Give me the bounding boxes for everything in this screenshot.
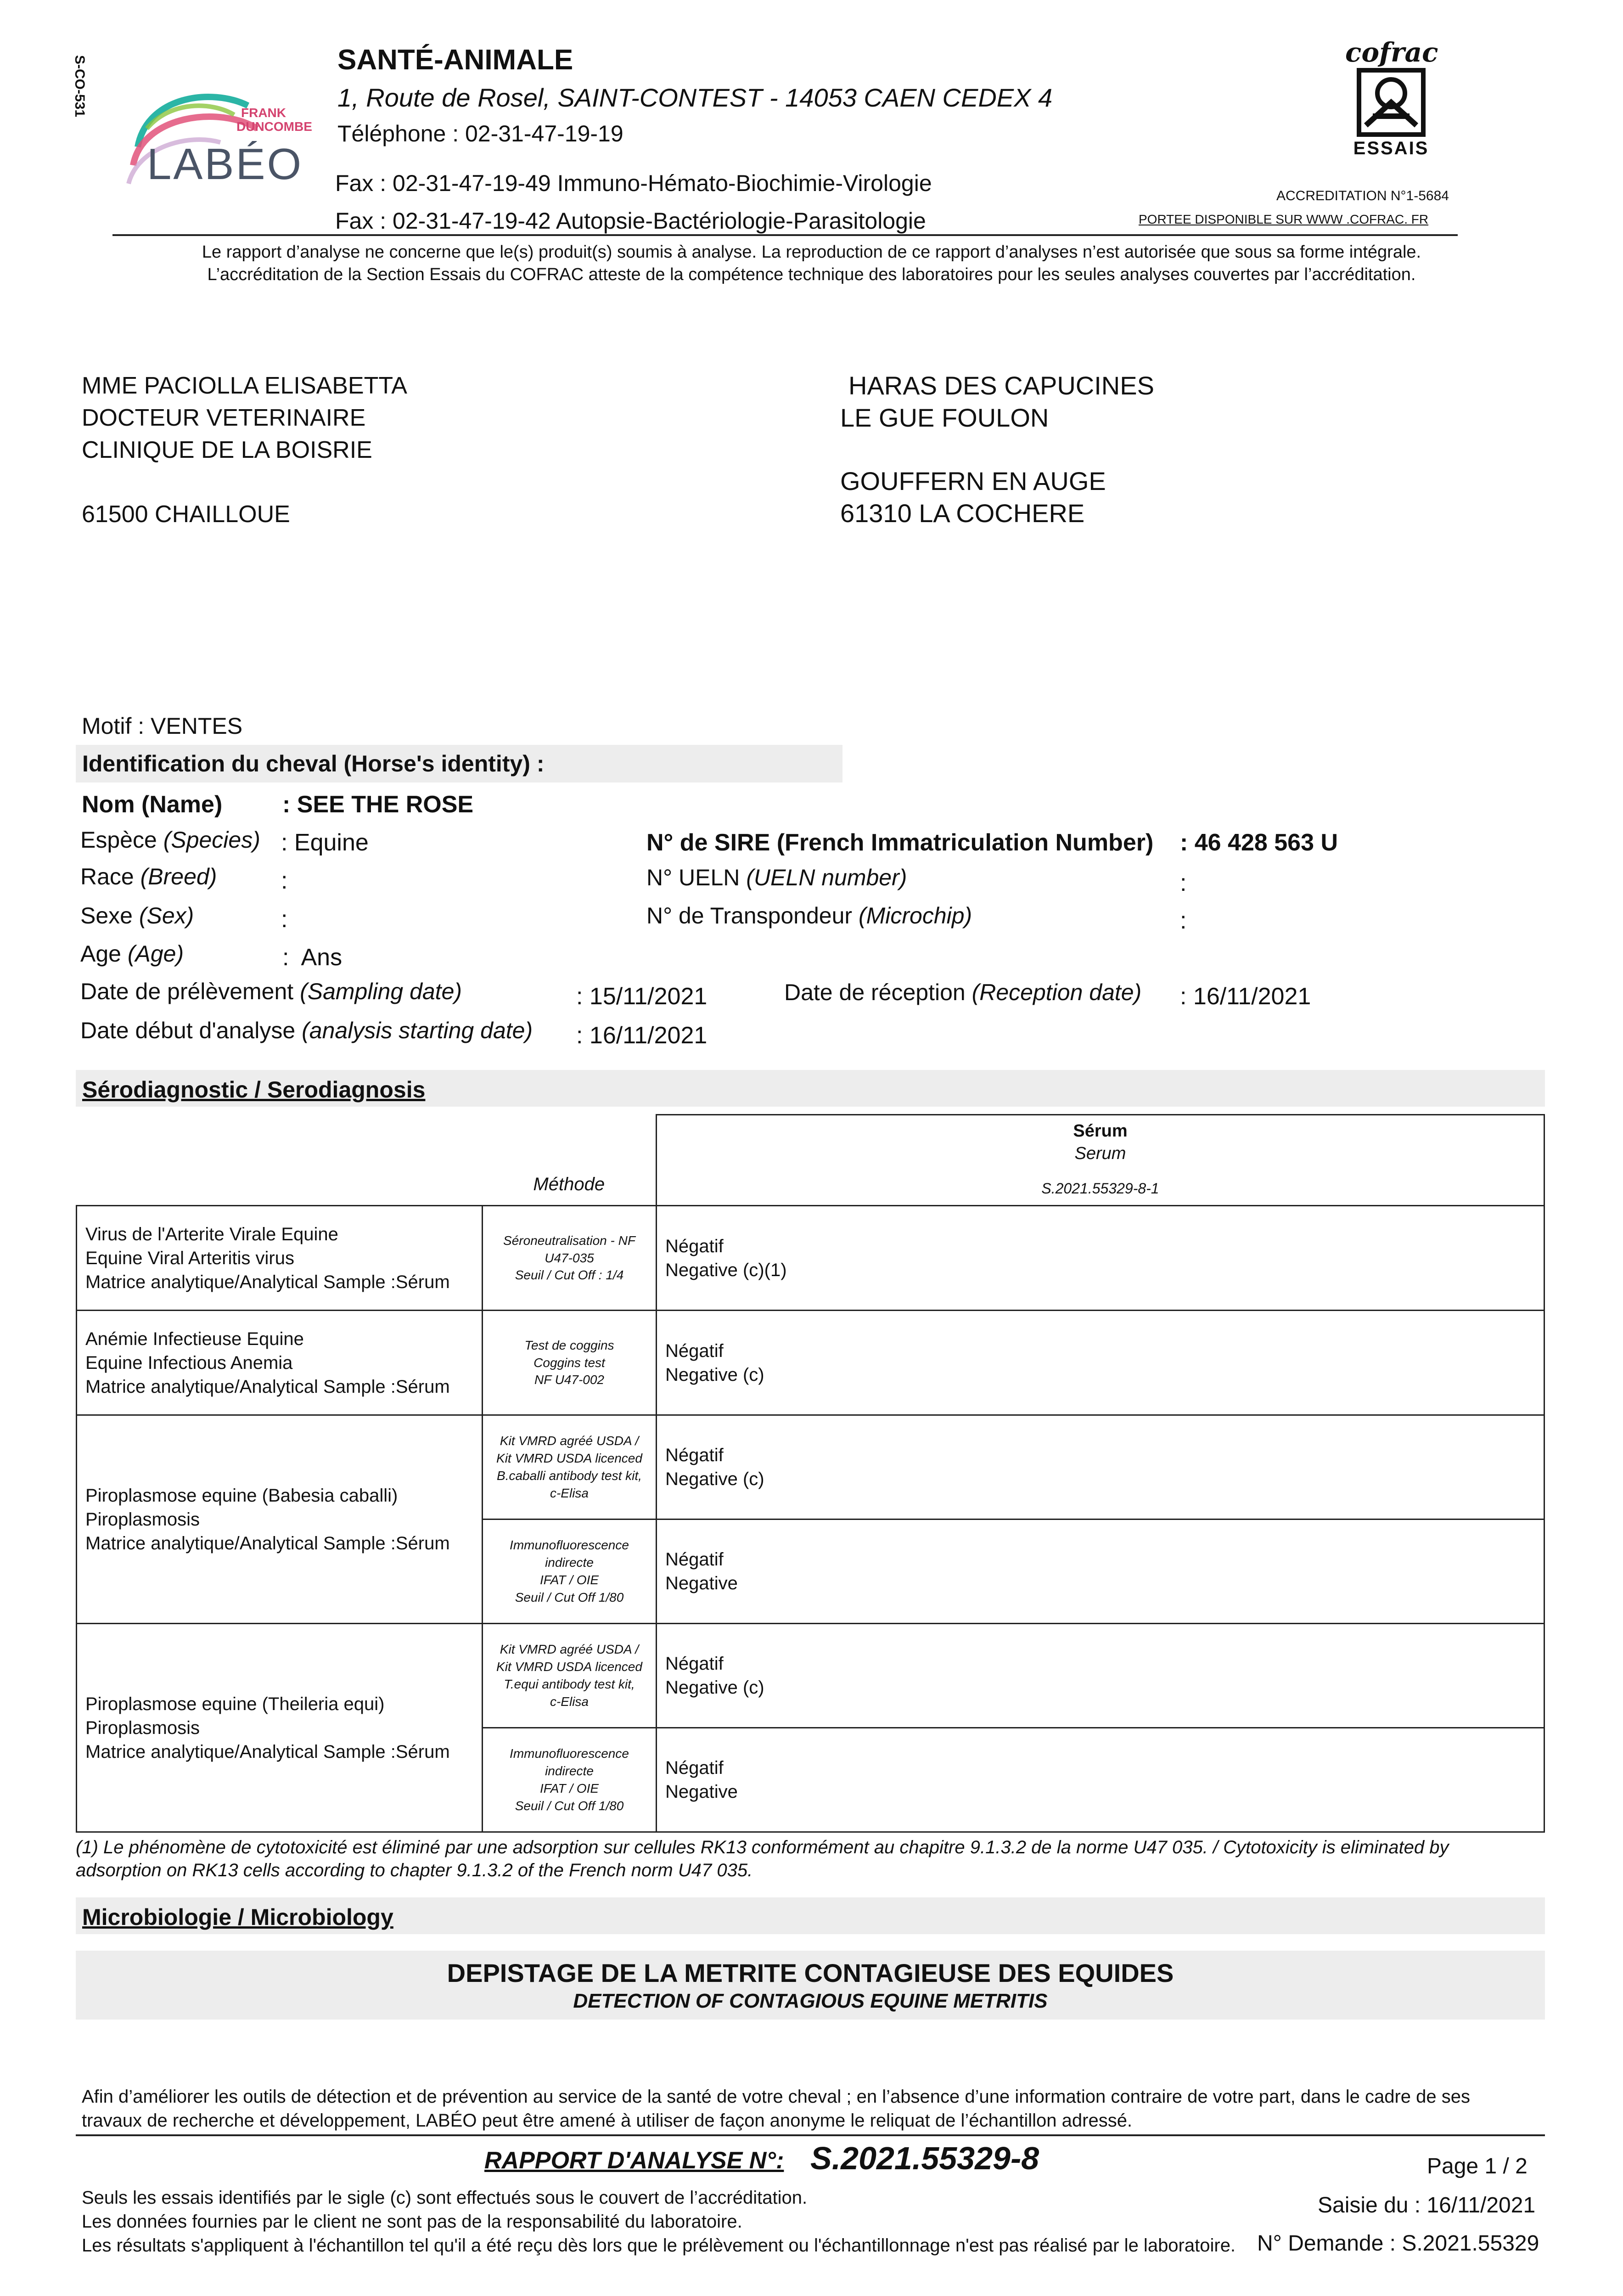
transponder-value: : xyxy=(1180,907,1187,934)
method-cell xyxy=(483,1519,657,1624)
sex-label xyxy=(80,902,194,929)
method-line: Kit VMRD agréé USDA / xyxy=(500,1434,639,1448)
serodiagnosis-section xyxy=(76,1070,1545,1107)
document-code: S-CO-531 xyxy=(72,55,87,118)
result-fr: Négatif xyxy=(665,1758,724,1778)
result-cell xyxy=(657,1728,1544,1832)
serodiagnosis-title: Sérodiagnostic / Serodiagnosis xyxy=(82,1077,426,1103)
header-divider xyxy=(112,234,1458,236)
method-line: IFAT / OIE xyxy=(539,1781,599,1795)
result-fr: Négatif xyxy=(665,1549,724,1570)
species-label xyxy=(80,827,260,853)
age-label xyxy=(80,940,184,967)
lab-name: SANTÉ-ANIMALE xyxy=(337,44,573,76)
method-line: Seuil / Cut Off 1/80 xyxy=(515,1798,624,1813)
result-en: Negative xyxy=(665,1573,738,1593)
method-line: indirecte xyxy=(545,1555,594,1570)
species-label-en: (Species) xyxy=(163,827,260,853)
method-line: Kit VMRD USDA licenced xyxy=(496,1451,642,1466)
analysis-start-label xyxy=(80,1017,533,1044)
result-cell xyxy=(657,1311,1544,1415)
sex-value: : xyxy=(281,906,288,933)
table-row xyxy=(77,1206,1544,1311)
result-en: Negative xyxy=(665,1782,738,1802)
age-value: : Ans xyxy=(282,944,343,971)
research-info-line-1: Afin d’améliorer les outils de détection et de prévention au service de la santé de votre cheval ; en l’absence d’une information contraire de votre part, dans le cadre de ses xyxy=(82,2087,1470,2107)
method-cell xyxy=(483,1311,657,1415)
analysis-name-en: Piroplasmosis xyxy=(85,1717,200,1738)
lab-fax-2: Fax : 02-31-47-19-42 Autopsie-Bactériologie-Parasitologie xyxy=(335,208,926,234)
name-label: Nom (Name) xyxy=(82,791,223,818)
footer-note-1: Seuls les essais identifiés par le sigle (c) sont effectués sous le couvert de l’accréditation. xyxy=(82,2188,808,2208)
owner-line-3: GOUFFERN EN AUGE xyxy=(840,467,1106,495)
analysis-name-fr: Piroplasmose equine (Theileria equi) xyxy=(85,1694,385,1714)
lab-address: 1, Route de Rosel, SAINT-CONTEST - 14053 CAEN CEDEX 4 xyxy=(337,83,1053,112)
reception-date-value: : 16/11/2021 xyxy=(1180,983,1311,1010)
footer-note-3: Les résultats s'appliquent à l'échantillon tel qu'il a été reçu dès lors que le prélèvement ou l'échantillonnage n'est pas réalisé par le laboratoire. xyxy=(82,2235,1236,2256)
method-cell xyxy=(483,1728,657,1832)
cofrac-logo xyxy=(1345,39,1437,158)
serodiagnosis-table xyxy=(76,1114,1545,1833)
sample-type: Sérum xyxy=(1073,1121,1128,1141)
method-line: Seuil / Cut Off 1/80 xyxy=(515,1590,624,1604)
report-number: S.2021.55329-8 xyxy=(810,2140,1039,2176)
age-label-en: (Age) xyxy=(127,941,184,967)
method-line: Immunofluorescence xyxy=(510,1746,629,1761)
lab-phone: Téléphone : 02-31-47-19-19 xyxy=(337,121,623,146)
cofrac-essais: ESSAIS xyxy=(1353,138,1429,158)
lab-fax-1: Fax : 02-31-47-19-49 Immuno-Hémato-Biochimie-Virologie xyxy=(335,170,932,196)
result-en: Negative (c) xyxy=(665,1469,764,1489)
client-line-3: CLINIQUE DE LA BOISRIE xyxy=(82,437,372,463)
owner-line-4: 61310 LA COCHERE xyxy=(840,499,1085,528)
metritis-subtitle: DETECTION OF CONTAGIOUS EQUINE METRITIS xyxy=(573,1990,1048,2012)
footer-note-2: Les données fournies par le client ne sont pas de la responsabilité du laboratoire. xyxy=(82,2212,742,2232)
sampling-date-value: : 15/11/2021 xyxy=(576,983,708,1010)
legal-notice-line-1: Le rapport d’analyse ne concerne que le(s) produit(s) soumis à analyse. La reproduction de ce rapport d’analyses n’est autorisée que sous sa forme intégrale. xyxy=(202,242,1421,262)
method-line: Kit VMRD USDA licenced xyxy=(496,1660,642,1674)
result-cell xyxy=(657,1415,1544,1519)
research-info xyxy=(82,2085,1551,2133)
method-line: Coggins test xyxy=(534,1355,605,1370)
analysis-name-fr: Piroplasmose equine (Babesia caballi) xyxy=(85,1485,398,1506)
owner-line-1: HARAS DES CAPUCINES xyxy=(848,371,1154,400)
method-line: U47-035 xyxy=(545,1250,594,1265)
logo-labeo: LABÉO xyxy=(147,140,303,189)
breed-label-fr: Race xyxy=(80,864,134,889)
result-cell xyxy=(657,1206,1544,1311)
metritis-banner xyxy=(76,1951,1545,2020)
result-fr: Négatif xyxy=(665,1340,724,1361)
method-line: Seuil / Cut Off : 1/4 xyxy=(515,1268,624,1283)
reception-date-label-fr: Date de réception xyxy=(784,979,966,1005)
result-fr: Négatif xyxy=(665,1445,724,1465)
analysis-matrix: Matrice analytique/Analytical Sample :Sérum xyxy=(85,1533,450,1553)
method-header: Méthode xyxy=(533,1174,605,1194)
owner-address xyxy=(840,370,1154,529)
analysis-cell xyxy=(77,1415,483,1624)
method-line: IFAT / OIE xyxy=(539,1573,599,1587)
transponder-label-fr: N° de Transpondeur xyxy=(646,903,853,929)
method-line: c-Elisa xyxy=(550,1486,589,1500)
sampling-date-label xyxy=(80,978,462,1005)
sample-id: S.2021.55329-8-1 xyxy=(1041,1180,1159,1197)
microbiology-section xyxy=(76,1897,1545,1934)
method-line: B.caballi antibody test kit, xyxy=(497,1469,642,1483)
analysis-start-value: : 16/11/2021 xyxy=(576,1022,708,1049)
method-line: NF U47-002 xyxy=(534,1373,604,1387)
labeo-logo xyxy=(119,78,321,197)
footer-notes xyxy=(82,2186,1236,2257)
client-line-4: 61500 CHAILLOUE xyxy=(82,501,290,528)
method-cell xyxy=(483,1624,657,1728)
analysis-cell xyxy=(77,1206,483,1311)
result-cell xyxy=(657,1624,1544,1728)
name-value: : SEE THE ROSE xyxy=(282,791,474,818)
method-line: Séroneutralisation - NF xyxy=(503,1233,635,1248)
client-address xyxy=(82,370,407,530)
method-cell xyxy=(483,1206,657,1311)
reception-date-label-en: (Reception date) xyxy=(972,979,1142,1005)
logo-duncombe: DUNCOMBE xyxy=(236,119,312,134)
cofrac-accreditation: ACCREDITATION N°1-5684 xyxy=(1276,188,1449,203)
sample-header xyxy=(657,1115,1544,1206)
species-value: : Equine xyxy=(281,829,369,856)
table-row xyxy=(77,1415,1544,1519)
sire-value: : 46 428 563 U xyxy=(1180,829,1338,856)
sample-type-en: Serum xyxy=(1074,1144,1126,1164)
breed-value: : xyxy=(281,867,288,894)
client-line-2: DOCTEUR VETERINAIRE xyxy=(82,405,366,431)
method-line: Kit VMRD agréé USDA / xyxy=(500,1642,639,1657)
metritis-title: DEPISTAGE DE LA METRITE CONTAGIEUSE DES EQUIDES xyxy=(447,1958,1174,1987)
method-line: Test de coggins xyxy=(524,1338,614,1352)
identity-header: Identification du cheval (Horse's identity) : xyxy=(76,745,842,782)
microbiology-title: Microbiologie / Microbiology xyxy=(82,1904,393,1930)
analysis-matrix: Matrice analytique/Analytical Sample :Sérum xyxy=(85,1741,450,1762)
client-line-1: MME PACIOLLA ELISABETTA xyxy=(82,372,407,399)
table-header-empty xyxy=(77,1115,483,1206)
ueln-value: : xyxy=(1180,870,1187,896)
cytotoxicity-footnote xyxy=(76,1836,1545,1882)
breed-label xyxy=(80,863,217,890)
method-line: indirecte xyxy=(545,1764,594,1778)
footnote-line-2: adsorption on RK13 cells according to chapter 9.1.3.2 of the French norm U47 035. xyxy=(76,1860,753,1880)
analysis-name-en: Equine Viral Arteritis virus xyxy=(85,1248,294,1268)
cofrac-portee: PORTEE DISPONIBLE SUR WWW .COFRAC. FR xyxy=(1139,212,1429,226)
method-line: Immunofluorescence xyxy=(510,1538,629,1553)
analysis-start-label-fr: Date début d'analyse xyxy=(80,1018,296,1043)
result-en: Negative (c)(1) xyxy=(665,1260,787,1280)
analysis-name-en: Piroplasmosis xyxy=(85,1509,200,1530)
table-row xyxy=(77,1624,1544,1728)
method-line: c-Elisa xyxy=(550,1694,589,1709)
ueln-label-fr: N° UELN xyxy=(646,865,740,890)
ueln-label-en: (UELN number) xyxy=(746,865,907,890)
transponder-label-en: (Microchip) xyxy=(858,903,972,929)
reception-date-label xyxy=(784,979,1141,1006)
sire-label: N° de SIRE (French Immatriculation Number) xyxy=(646,829,1154,856)
research-info-line-2: travaux de recherche et développement, LABÉO peut être amené à utiliser de façon anonyme le reliquat de l’échantillon adressé. xyxy=(82,2110,1133,2131)
analysis-matrix: Matrice analytique/Analytical Sample :Sérum xyxy=(85,1376,450,1397)
footnote-line-1: (1) Le phénomène de cytotoxicité est éliminé par une adsorption sur cellules RK13 conformément au chapitre 9.1.3.2 de la norme U47 035. / Cytotoxicity is eliminated by xyxy=(76,1837,1449,1857)
result-fr: Négatif xyxy=(665,1654,724,1674)
analysis-name-fr: Virus de l'Arterite Virale Equine xyxy=(85,1224,338,1244)
transponder-label xyxy=(646,902,972,929)
result-en: Negative (c) xyxy=(665,1677,764,1698)
table-header-row xyxy=(77,1115,1544,1206)
legal-notice-line-2: L’accréditation de la Section Essais du COFRAC atteste de la compétence technique des laboratoires pour les seules analyses couvertes par l’accréditation. xyxy=(207,265,1416,285)
logo-frank: FRANK xyxy=(241,106,286,120)
entry-date: Saisie du : 16/11/2021 xyxy=(1318,2193,1536,2217)
owner-line-2: LE GUE FOULON xyxy=(840,403,1049,432)
sex-label-en: (Sex) xyxy=(139,903,194,929)
sampling-date-label-fr: Date de prélèvement xyxy=(80,979,294,1004)
species-label-fr: Espèce xyxy=(80,827,157,853)
result-cell xyxy=(657,1519,1544,1624)
sex-label-fr: Sexe xyxy=(80,903,133,929)
analysis-start-label-en: (analysis starting date) xyxy=(302,1018,533,1043)
ueln-label xyxy=(646,864,907,891)
legal-notice xyxy=(0,241,1623,287)
breed-label-en: (Breed) xyxy=(140,864,217,889)
result-fr: Négatif xyxy=(665,1236,724,1256)
motif: Motif : VENTES xyxy=(82,713,243,739)
method-line: T.equi antibody test kit, xyxy=(504,1677,635,1691)
footer-divider xyxy=(76,2134,1545,2136)
result-en: Negative (c) xyxy=(665,1364,764,1385)
analysis-matrix: Matrice analytique/Analytical Sample :Sérum xyxy=(85,1272,450,1292)
page-number: Page 1 / 2 xyxy=(1427,2154,1528,2178)
analysis-name-fr: Anémie Infectieuse Equine xyxy=(85,1328,304,1349)
cofrac-word: cofrac xyxy=(1345,37,1438,68)
sampling-date-label-en: (Sampling date) xyxy=(300,979,462,1004)
method-cell xyxy=(483,1415,657,1519)
analysis-name-en: Equine Infectious Anemia xyxy=(85,1352,293,1373)
table-row xyxy=(77,1311,1544,1415)
analysis-cell xyxy=(77,1624,483,1832)
report-number-label: RAPPORT D'ANALYSE N°: xyxy=(484,2147,784,2174)
analysis-cell xyxy=(77,1311,483,1415)
age-label-fr: Age xyxy=(80,941,121,967)
request-number: N° Demande : S.2021.55329 xyxy=(1257,2231,1539,2256)
